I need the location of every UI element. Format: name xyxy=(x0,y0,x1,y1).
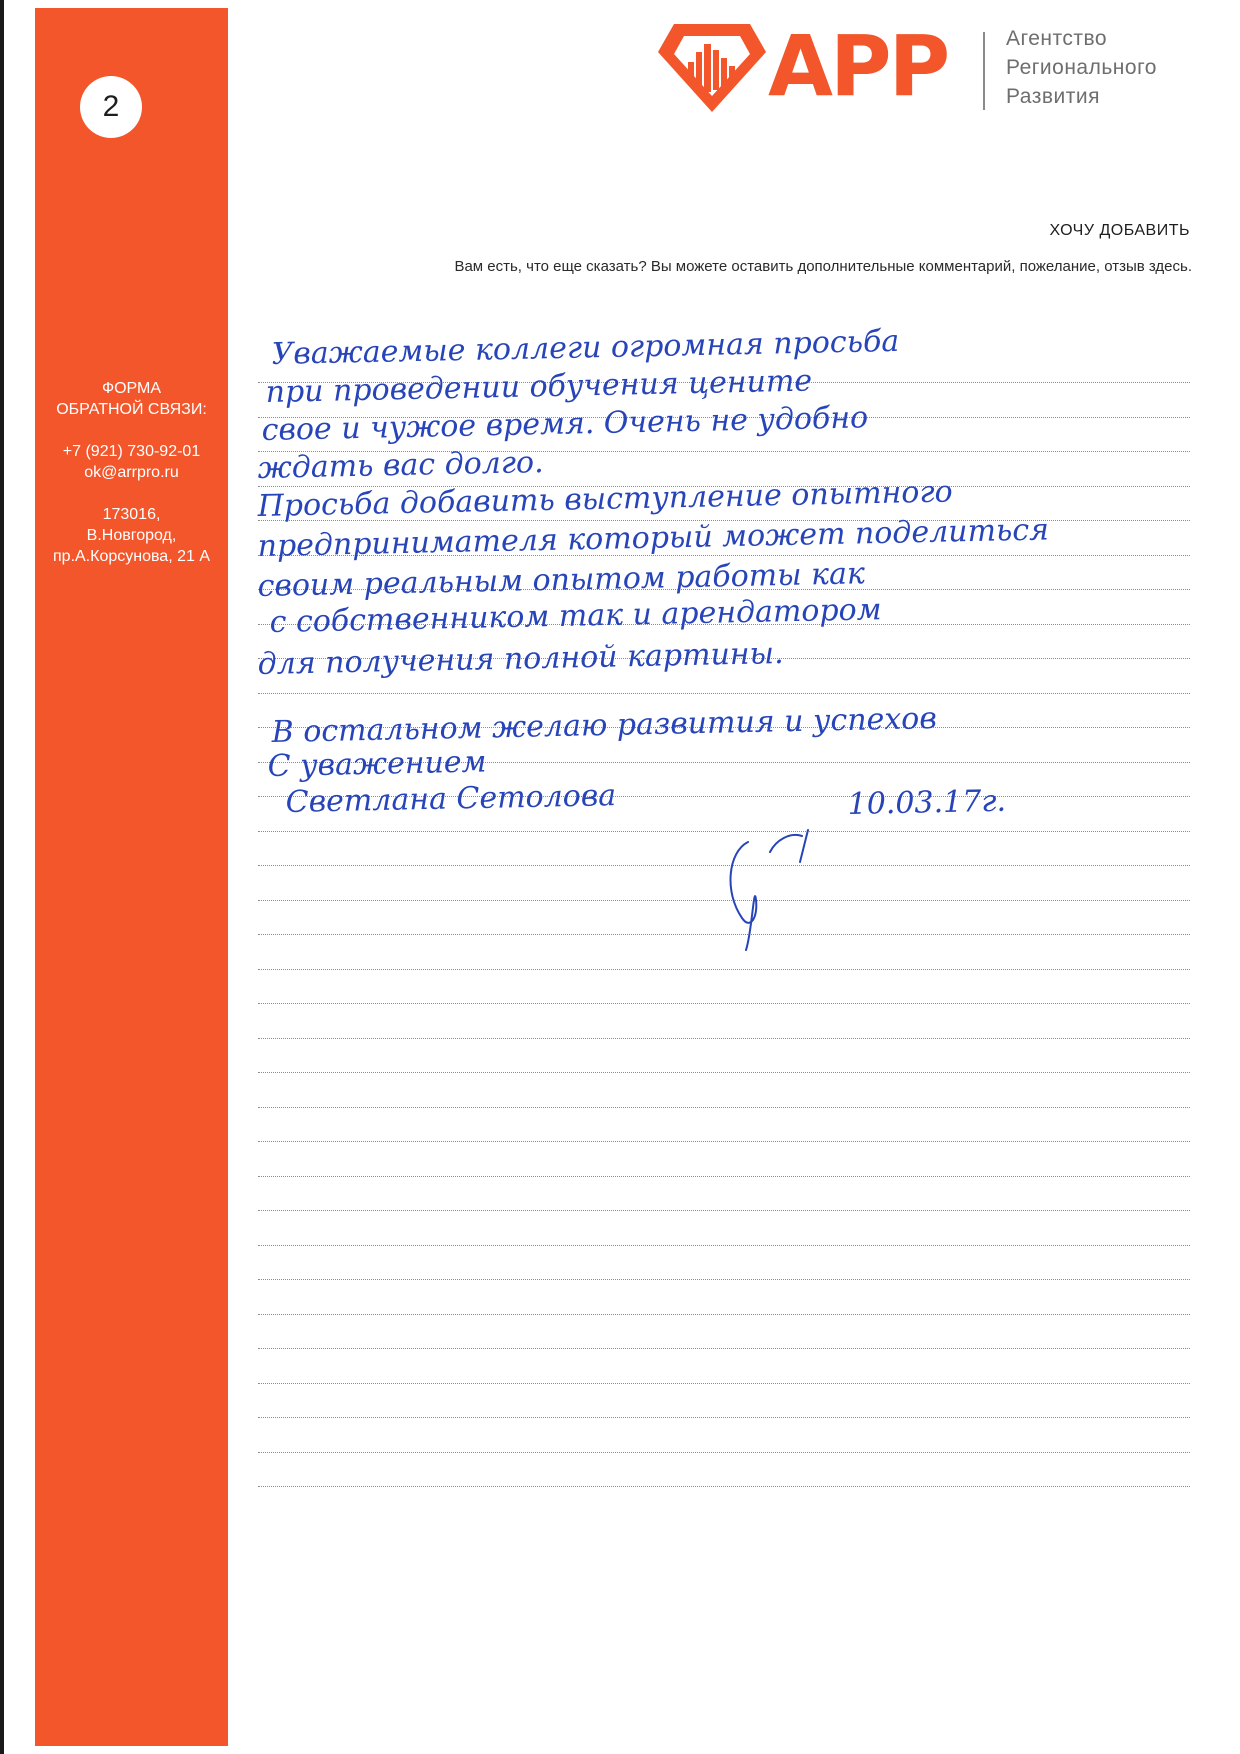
handwritten-line: предпринимателя который может поделиться xyxy=(257,512,1050,564)
handwritten-comment xyxy=(258,0,1218,1754)
handwritten-line: Уважаемые коллеги огромная просьба xyxy=(271,323,900,372)
logo-name-line1: Агентство xyxy=(1006,27,1108,50)
logo-name-line3: Развития xyxy=(1006,85,1100,108)
address-postal-code: 173016, xyxy=(102,506,161,523)
contact-title-line2: ОБРАТНОЙ СВЯЗИ: xyxy=(56,401,207,418)
handwritten-line: ждать вас долго. xyxy=(257,445,544,486)
logo-name-line2: Регионального xyxy=(1006,56,1157,79)
contact-email: ok@arrpro.ru xyxy=(84,464,179,481)
contact-title-line1: ФОРМА xyxy=(101,380,162,397)
handwritten-line: Светлана Сетолова xyxy=(285,778,617,820)
signature-icon xyxy=(718,822,828,952)
contact-block xyxy=(35,378,228,588)
contact-phone: +7 (921) 730-92-01 xyxy=(62,443,201,460)
handwritten-line: В остальном желаю развития и успехов xyxy=(271,701,938,750)
handwritten-date: 10.03.17г. xyxy=(847,783,1007,822)
handwritten-line: с собственником так и арендатором xyxy=(269,592,882,640)
address-street: пр.А.Корсунова, 21 А xyxy=(53,548,210,565)
handwritten-line: при проведении обучения цените xyxy=(265,363,813,410)
handwritten-line: для получения полной картины. xyxy=(257,635,784,682)
form-subtitle: Вам есть, что еще сказать? Вы можете оставить дополнительные комментарий, пожелание, отзыв здесь. xyxy=(454,258,1192,275)
handwritten-line: своим реальным опытом работы как xyxy=(257,556,866,604)
logo-abbreviation: АРР xyxy=(768,17,948,115)
handwritten-line: С уважением xyxy=(267,744,487,784)
sidebar xyxy=(35,8,228,1746)
handwritten-line: свое и чужое время. Очень не удобно xyxy=(261,400,869,448)
page-number-badge: 2 xyxy=(80,76,142,138)
address-city: В.Новгород, xyxy=(86,527,177,544)
scan-edge xyxy=(0,0,4,1754)
handwritten-line: Просьба добавить выступление опытного xyxy=(257,474,953,524)
form-title: ХОЧУ ДОБАВИТЬ xyxy=(1049,222,1190,239)
